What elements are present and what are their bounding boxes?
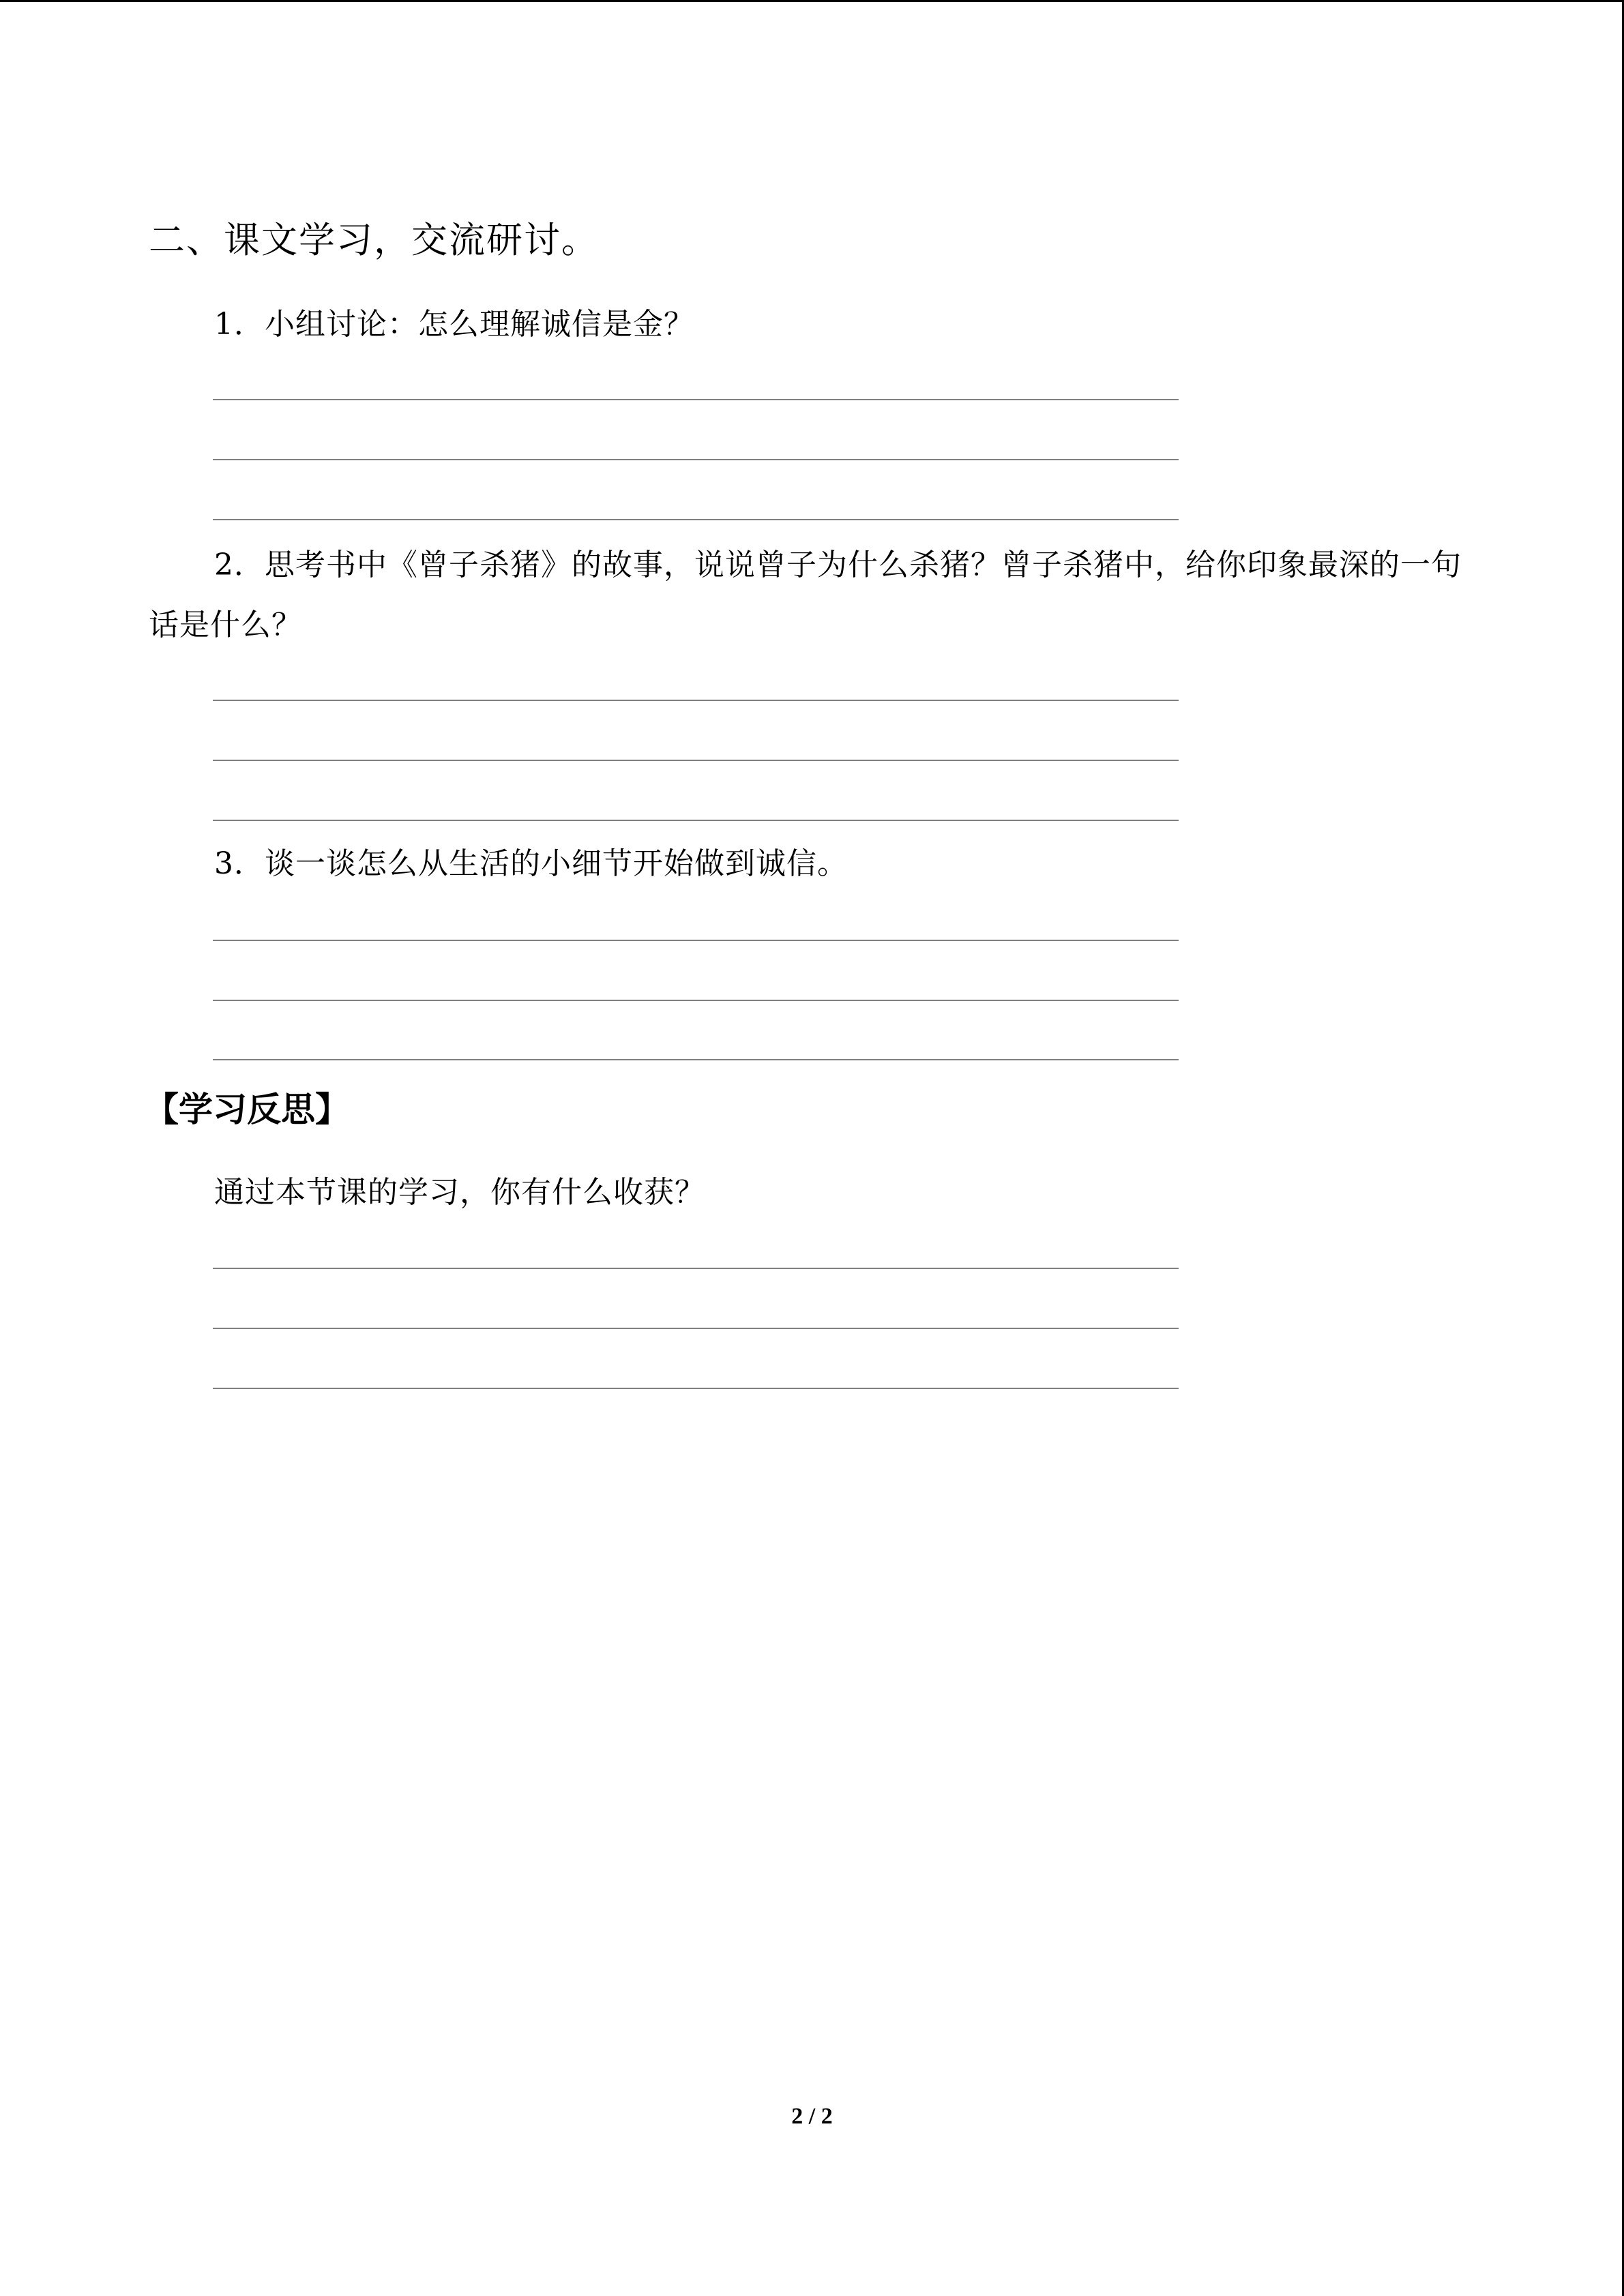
answer-line[interactable] — [213, 1000, 1179, 1001]
answer-line[interactable] — [213, 519, 1179, 520]
answer-line[interactable] — [213, 1388, 1179, 1389]
answer-line[interactable] — [213, 820, 1179, 821]
answer-line[interactable] — [213, 1328, 1179, 1329]
page-border-top — [0, 0, 1624, 2]
answer-line[interactable] — [213, 1059, 1179, 1060]
page-number: 2 / 2 — [791, 2104, 833, 2129]
question-3: 3．谈一谈怎么从生活的小细节开始做到诚信。 — [214, 846, 848, 881]
reflection-prompt: 通过本节课的学习，你有什么收获？ — [214, 1175, 705, 1210]
question-2: 2．思考书中《曾子杀猪》的故事，说说曾子为什么杀猪？曾子杀猪中，给你印象最深的一句话是什么？ — [149, 548, 1462, 642]
answer-line[interactable] — [213, 1268, 1179, 1269]
answer-line[interactable] — [213, 940, 1179, 941]
section-title: 二、课文学习，交流研讨。 — [149, 220, 599, 261]
answer-line[interactable] — [213, 399, 1179, 400]
answer-line[interactable] — [213, 760, 1179, 761]
answer-line[interactable] — [213, 700, 1179, 701]
question-1: 1．小组讨论：怎么理解诚信是金？ — [214, 307, 694, 342]
answer-line[interactable] — [213, 459, 1179, 460]
reflection-title: 【学习反思】 — [145, 1090, 349, 1129]
